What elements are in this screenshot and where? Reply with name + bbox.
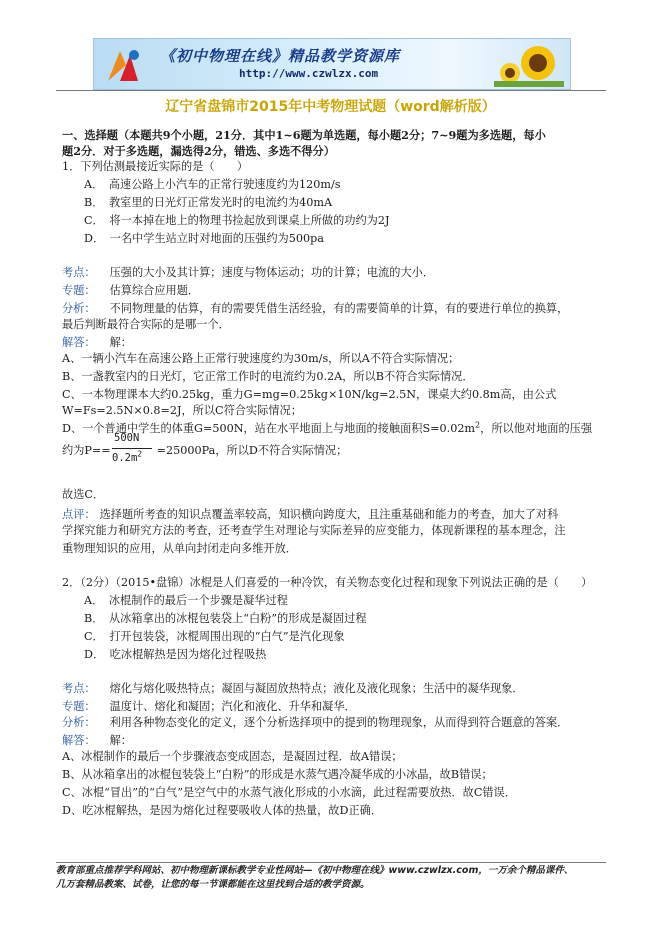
section-heading: 一、选择题（本题共9个小题，21分．其中1~6题为单选题，每小题2分；7~9题为多选题，每小 — [62, 128, 546, 142]
q2-option-c: C． 打开包装袋，冰棍周围出现的“白气”是汽化现象 — [84, 630, 345, 643]
jieda-label: 解答： — [62, 336, 96, 349]
kaodian-label: 考点： — [62, 266, 96, 279]
section-heading-cont: 题2分．对于多选题，漏选得2分，错选、多选不得分） — [62, 144, 335, 158]
q1-answer-a: A、一辆小汽车在高速公路上正常行驶速度约为30m/s，所以A不符合实际情况； — [62, 352, 460, 365]
q1-option-b: B． 教室里的日光灯正常发光时的电流约为40mA — [84, 196, 333, 209]
q1-zhuanti: 专题： 估算综合应用题． — [62, 284, 200, 297]
q2-option-d: D． 吃冰棍解热是因为熔化过程吸热 — [84, 648, 267, 661]
q2-answer-d: D、吃冰棍解热，是因为熔化过程要吸收人体的热量，故D正确． — [62, 804, 383, 817]
fraction-numerator: 500N — [114, 432, 140, 444]
q2-answer-b: B、从冰箱拿出的冰棍包装袋上“白粉”的形成是水蒸气遇冷凝华成的小冰晶，故B错误； — [62, 768, 493, 781]
q1-option-d: D． 一名中学生站立时对地面的压强约为500pa — [84, 232, 324, 245]
zhuanti-label: 专题： — [62, 700, 96, 713]
q2-jieda: 解答： 解： — [62, 734, 132, 747]
fraction-bar — [112, 448, 152, 449]
footer-rule — [56, 862, 606, 863]
q2-answer-a: A、冰棍制作的最后一个步骤液态变成固态，是凝固过程．故A错误； — [62, 750, 403, 763]
kaodian-label: 考点： — [62, 682, 96, 695]
site-logo-icon — [104, 45, 144, 85]
jieda-label: 解答： — [62, 734, 96, 747]
q1-dianping: 点评： 选择题所考查的知识点覆盖率较高，知识横向跨度大，且注重基础和能力的考查，加大了对科 — [62, 508, 559, 521]
question-2-stem: 2．（2分）（2015•盘锦）冰棍是人们喜爱的一种冷饮，有关物态变化过程和现象下列说法正确的是（ ） — [62, 576, 593, 589]
q1-answer-c: C、一本物理课本大约0.25kg，重力G=mg=0.25kg×10N/kg=2.5N，课桌大约0.8m高，由公式 — [62, 388, 557, 401]
sunflower-icon — [494, 41, 564, 87]
document-title: 辽宁省盘锦市2015年中考物理试题（word解析版） — [165, 99, 496, 115]
q1-kaodian: 考点： 压强的大小及其计算；速度与物体运动；功的计算；电流的大小． — [62, 266, 435, 279]
q1-jieda: 解答： 解： — [62, 336, 132, 349]
q1-fenxi-cont: 最后判断最符合实际的是哪一个． — [62, 318, 230, 331]
q2-zhuanti: 专题： 温度计、熔化和凝固；汽化和液化、升华和凝华． — [62, 700, 356, 713]
footer-line-1: 教育部重点推荐学科网站、初中物理新课标教学专业性网站—《初中物理在线》www.czwlzx.com，一万余个精品课件、 — [56, 865, 574, 876]
footer-line-2: 几万套精品教案、试卷，让您的每一节课都能在这里找到合适的教学资源。 — [56, 879, 370, 890]
q1-dianping-cont2: 重物理知识的应用，从单向封闭走向多维开放． — [62, 542, 297, 555]
q2-option-b: B． 从冰箱拿出的冰棍包装袋上“白粉”的形成是凝固过程 — [84, 612, 367, 625]
q1-answer-c-cont: W=Fs=2.5N×0.8=2J，所以C符合实际情况； — [62, 404, 302, 417]
fraction-denominator: $0.2m^2$ — [112, 449, 143, 464]
q2-answer-c: C、冰棍“冒出”的“白气”是空气中的水蒸气液化形成的小水滴，此过程需要放热．故C错误． — [62, 786, 516, 799]
q1-final-answer: 故选C． — [62, 488, 105, 501]
q1-dianping-cont: 学探究能力和研究方法的考查，还考查学生对理论与实际差异的应变能力，体现新课程的基本理念，注 — [62, 524, 566, 537]
banner-title: 《初中物理在线》精品教学资源库 — [160, 47, 401, 65]
fenxi-label: 分析： — [62, 302, 96, 315]
q1-answer-d: D、一个普通中学生的体重G=500N，站在水平地面上与地面的接触面积$S=0.02m^2$，所以他对地面的压强 — [62, 420, 593, 435]
q1-fenxi: 分析： 不同物理量的估算，有的需要凭借生活经验，有的需要简单的计算，有的要进行单位的换算， — [62, 302, 569, 315]
q2-fenxi: 分析： 利用各种物态变化的定义，逐个分析选择项中的提到的物理现象，从而得到符合题意的答案． — [62, 716, 569, 729]
banner-url: http://www.czwlzx.com — [239, 67, 379, 80]
question-1-stem: 1．下列估测最接近实际的是（ ） — [62, 160, 249, 173]
q2-option-a: A． 冰棍制作的最后一个步骤是凝华过程 — [84, 594, 288, 607]
q1-answer-d-cont: 约为P== =25000Pa，所以D不符合实际情况； — [62, 444, 348, 457]
header-banner — [93, 38, 571, 90]
dianping-label: 点评： — [62, 508, 96, 521]
zhuanti-label: 专题： — [62, 284, 96, 297]
q1-answer-b: B、一盏教室内的日光灯，它正常工作时的电流约为0.2A，所以B不符合实际情况． — [62, 370, 474, 383]
header-rule — [56, 90, 606, 91]
q2-kaodian: 考点： 熔化与熔化吸热特点；凝固与凝固放热特点；液化及液化现象；生活中的凝华现象． — [62, 682, 524, 695]
q1-option-a: A． 高速公路上小汽车的正常行驶速度约为120m/s — [84, 178, 341, 191]
pressure-formula-fraction — [112, 432, 156, 472]
fenxi-label: 分析： — [62, 716, 96, 729]
q1-option-c: C． 将一本掉在地上的物理书捡起放到课桌上所做的功约为2J — [84, 214, 390, 227]
